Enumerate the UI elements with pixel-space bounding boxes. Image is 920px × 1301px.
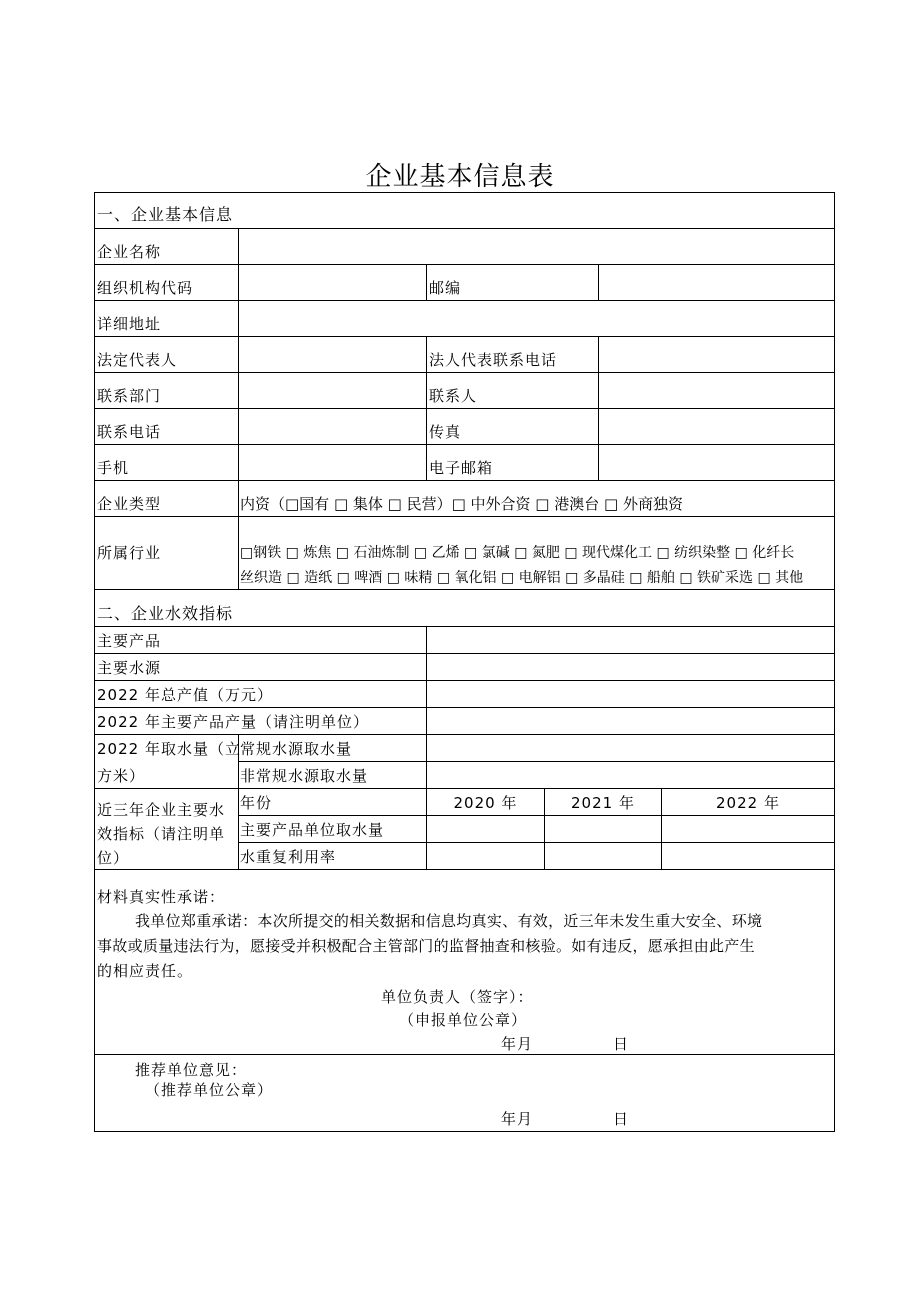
contact-phone-label: 联系电话 [97, 423, 162, 441]
conventional-source-label: 常规水源取水量 [240, 740, 353, 758]
industry-options-line2: 丝织造 □ 造纸 □ 啤酒 □ 味精 □ 氧化铝 □ 电解铝 □ 多晶硅 □ 船舶 □ 铁矿采选 □ 其他 [240, 570, 804, 586]
section1-header: 一、企业基本信息 [97, 205, 234, 224]
grid-line [95, 408, 834, 409]
commitment-text-line1: 我单位郑重承诺：本次所提交的相关数据和信息均真实、有效，近三年未发生重大安全、环境 [135, 912, 763, 930]
main-product-label: 主要产品 [97, 632, 162, 650]
grid-line [426, 626, 427, 734]
grid-line [95, 653, 834, 654]
recommendation-heading: 推荐单位意见： [135, 1061, 248, 1079]
grid-line [95, 707, 834, 708]
grid-line [95, 589, 834, 590]
year-label: 年份 [240, 794, 273, 812]
address-label: 详细地址 [97, 315, 162, 333]
year-2020: 2020 年 [453, 794, 518, 812]
grid-line [598, 336, 599, 480]
industry-label: 所属行业 [97, 544, 162, 562]
recommendation-date-ym: 年月 [501, 1110, 534, 1128]
org-code-label: 组织机构代码 [97, 279, 194, 297]
commitment-text-line3: 的相应责任。 [97, 962, 194, 980]
commitment-date-ym: 年月 [501, 1035, 534, 1053]
grid-line [95, 1054, 834, 1055]
signature-label: 单位负责人（签字）： [381, 988, 534, 1006]
year-2022: 2022 年 [716, 794, 780, 812]
industry-options-line1: □钢铁 □ 炼焦 □ 石油炼制 □ 乙烯 □ 氯碱 □ 氮肥 □ 现代煤化工 □ 纺织染整 □ 化纤长 [240, 545, 795, 561]
applicant-seal-label: （申报单位公章） [399, 1011, 528, 1029]
grid-line [238, 815, 834, 816]
water-intake-label-line1: 2022 年取水量（立 [97, 740, 241, 758]
company-type-options: 内资（□国有 □ 集体 □ 民营）□ 中外合资 □ 港澳台 □ 外商独资 [240, 495, 683, 513]
legal-rep-phone-label: 法人代表联系电话 [429, 351, 558, 369]
indicators-label-line3: 位） [97, 849, 130, 867]
postcode-label: 邮编 [429, 279, 462, 297]
indicators-label-line1: 近三年企业主要水 [97, 801, 226, 819]
recommender-seal-label: （推荐单位公章） [145, 1081, 274, 1099]
grid-line [95, 480, 834, 481]
grid-line [95, 444, 834, 445]
grid-line [95, 336, 834, 337]
grid-line [95, 626, 834, 627]
legal-rep-label: 法定代表人 [97, 351, 178, 369]
grid-line [238, 842, 834, 843]
grid-line [426, 264, 427, 300]
total-output-label: 2022 年总产值（万元） [97, 686, 273, 704]
grid-line [95, 734, 834, 735]
grid-line [426, 336, 427, 480]
grid-line [95, 788, 834, 789]
contact-person-label: 联系人 [429, 387, 478, 405]
company-type-label: 企业类型 [97, 495, 162, 513]
grid-line [598, 264, 599, 300]
grid-line [95, 869, 834, 870]
unconventional-source-label: 非常规水源取水量 [240, 767, 369, 785]
grid-line [95, 228, 834, 229]
contact-dept-label: 联系部门 [97, 387, 162, 405]
grid-line [95, 264, 834, 265]
recommendation-date-d: 日 [613, 1110, 630, 1128]
fax-label: 传真 [429, 423, 462, 441]
info-form [94, 192, 835, 1132]
email-label: 电子邮箱 [429, 459, 494, 477]
indicators-label-line2: 效指标（请注明单 [97, 825, 226, 843]
water-reuse-rate-label: 水重复利用率 [240, 848, 337, 866]
mobile-label: 手机 [97, 459, 130, 477]
commitment-date-d: 日 [613, 1035, 630, 1053]
commitment-heading: 材料真实性承诺： [97, 888, 226, 906]
company-name-label: 企业名称 [97, 243, 162, 261]
grid-line [95, 300, 834, 301]
product-output-label: 2022 年主要产品产量（请注明单位） [97, 713, 369, 731]
unit-water-intake-label: 主要产品单位取水量 [240, 821, 385, 839]
year-2021: 2021 年 [571, 794, 635, 812]
grid-line [95, 372, 834, 373]
commitment-text-line2: 事故或质量违法行为，愿接受并积极配合主管部门的监督抽查和核验。如有违反，愿承担由此产生 [97, 937, 755, 955]
water-intake-label-line2: 方米） [97, 767, 146, 785]
grid-line [95, 516, 834, 517]
section2-header: 二、企业水效指标 [97, 604, 234, 623]
main-water-source-label: 主要水源 [97, 659, 162, 677]
grid-line [95, 680, 834, 681]
grid-line [238, 761, 834, 762]
page-title: 企业基本信息表 [365, 162, 555, 192]
grid-line [238, 228, 239, 589]
